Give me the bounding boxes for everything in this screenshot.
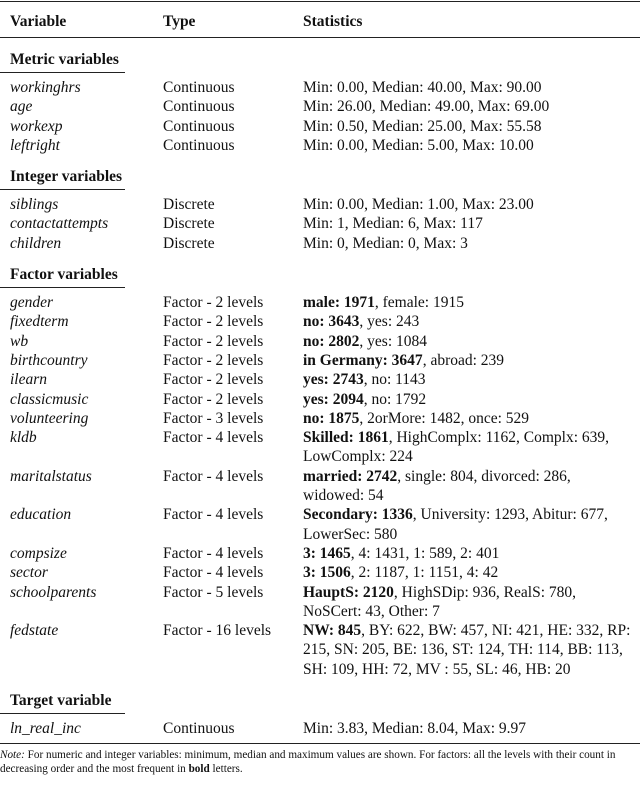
section-rule xyxy=(0,713,125,714)
variable-statistics xyxy=(303,312,633,331)
variable-type: Factor - 4 levels xyxy=(163,429,264,447)
variable-statistics xyxy=(303,409,633,428)
statistics-text: , no: 1792 xyxy=(363,390,427,408)
table-row xyxy=(0,563,640,582)
statistics-text: , single: 804, divorced: 286, widowed: 54 xyxy=(303,467,571,505)
variable-statistics xyxy=(303,234,633,253)
note-bold: bold xyxy=(188,763,210,776)
variable-statistics xyxy=(303,78,633,97)
variable-type: Factor - 4 levels xyxy=(163,564,264,582)
section-rule xyxy=(0,72,125,73)
variable-name: compsize xyxy=(10,544,67,562)
table-row xyxy=(0,583,640,622)
statistics-text: Min: 0.00, Median: 5.00, Max: 10.00 xyxy=(303,136,534,154)
table-row xyxy=(0,428,640,467)
statistics-text: , yes: 243 xyxy=(359,313,420,331)
section-title: Target variable xyxy=(10,692,112,710)
table-row xyxy=(0,214,640,233)
variable-type: Factor - 2 levels xyxy=(163,294,264,312)
variable-type: Factor - 4 levels xyxy=(163,467,264,485)
most-frequent-level: yes: 2743 xyxy=(303,371,364,389)
header-type: Type xyxy=(163,13,196,30)
table-row xyxy=(0,351,640,370)
statistics-text: , University: 1293, Abitur: 677, LowerSec: 580 xyxy=(303,506,608,543)
variable-type: Factor - 4 levels xyxy=(163,506,264,524)
table-row xyxy=(0,195,640,214)
variable-type: Factor - 2 levels xyxy=(163,390,264,408)
most-frequent-level: no: 2802 xyxy=(303,332,360,350)
table-row xyxy=(0,409,640,428)
variable-type: Factor - 4 levels xyxy=(163,544,264,562)
statistics-text: Min: 1, Median: 6, Max: 117 xyxy=(303,215,483,233)
variable-type: Continuous xyxy=(163,720,235,738)
top-rule xyxy=(0,1,640,2)
variable-type: Factor - 3 levels xyxy=(163,409,264,427)
variable-type: Continuous xyxy=(163,79,235,96)
variable-statistics xyxy=(303,428,633,467)
variable-statistics xyxy=(303,97,633,116)
statistics-text: , 4: 1431, 1: 589, 2: 401 xyxy=(350,544,500,562)
variable-name: gender xyxy=(10,294,54,312)
statistics-text: Min: 3.83, Median: 8.04, Max: 9.97 xyxy=(303,720,527,738)
statistics-text: , 2orMore: 1482, once: 529 xyxy=(359,409,530,427)
statistics-text: Min: 26.00, Median: 49.00, Max: 69.00 xyxy=(303,98,550,116)
table-row xyxy=(0,293,640,312)
variable-name: contactattempts xyxy=(10,215,109,233)
most-frequent-level: Skilled: 1861 xyxy=(303,429,389,447)
statistics-text: Min: 0.00, Median: 1.00, Max: 23.00 xyxy=(303,196,534,214)
variable-name: education xyxy=(10,506,72,524)
variable-type: Discrete xyxy=(163,234,215,252)
statistics-text: , yes: 1084 xyxy=(359,332,428,350)
table-row xyxy=(0,370,640,389)
table-header xyxy=(0,0,640,38)
statistics-text: , no: 1143 xyxy=(363,371,426,389)
variable-type: Factor - 2 levels xyxy=(163,332,264,350)
table-row xyxy=(0,332,640,351)
section-rule xyxy=(0,287,125,288)
variable-statistics xyxy=(303,332,633,351)
section-title: Factor variables xyxy=(10,266,118,284)
variable-type: Factor - 2 levels xyxy=(163,313,264,331)
most-frequent-level: no: 3643 xyxy=(303,313,360,331)
variable-name: kldb xyxy=(10,429,37,447)
variable-name: siblings xyxy=(10,196,59,214)
variable-name: fixedterm xyxy=(10,313,69,331)
most-frequent-level: male: 1971 xyxy=(303,294,375,312)
variable-statistics xyxy=(303,467,633,506)
statistics-text: Min: 0, Median: 0, Max: 3 xyxy=(303,234,468,252)
variable-statistics xyxy=(303,136,633,155)
most-frequent-level: no: 1875 xyxy=(303,409,360,427)
table-row xyxy=(0,234,640,253)
variable-statistics xyxy=(303,719,633,738)
table-note xyxy=(0,744,640,776)
statistics-text: , female: 1915 xyxy=(374,294,464,312)
variable-name: wb xyxy=(10,332,29,350)
most-frequent-level: married: 2742 xyxy=(303,467,398,485)
statistics-text: Min: 0.00, Median: 40.00, Max: 90.00 xyxy=(303,79,542,96)
statistics-text: , 2: 1187, 1: 1151, 4: 42 xyxy=(350,564,499,582)
variable-name: sector xyxy=(10,564,48,582)
most-frequent-level: yes: 2094 xyxy=(303,390,364,408)
most-frequent-level: Secondary: 1336 xyxy=(303,506,413,524)
table-row xyxy=(0,467,640,506)
variable-statistics xyxy=(303,351,633,370)
most-frequent-level: NW: 845 xyxy=(303,622,362,640)
variable-type: Discrete xyxy=(163,215,215,233)
variable-type: Factor - 16 levels xyxy=(163,622,272,640)
most-frequent-level: 3: 1506 xyxy=(303,564,351,582)
header-variable: Variable xyxy=(10,13,67,30)
variable-statistics xyxy=(303,583,633,622)
variable-name: volunteering xyxy=(10,409,89,427)
variable-name: birthcountry xyxy=(10,351,88,369)
variable-statistics xyxy=(303,195,633,214)
variable-name: ln_real_inc xyxy=(10,720,81,738)
variable-statistics xyxy=(303,117,633,136)
variable-type: Factor - 5 levels xyxy=(163,583,264,601)
table-row xyxy=(0,78,640,97)
statistics-text: , BY: 622, BW: 457, NI: 421, HE: 332, RP: 215, SN: 205, BE: 136, ST: 124, TH: 114, BB: 113, SH: 109, HH: 72, MV : 55, SL: 46, HB: 20 xyxy=(303,622,631,678)
variable-statistics xyxy=(303,505,633,544)
header-statistics: Statistics xyxy=(303,13,363,30)
variable-name: fedstate xyxy=(10,622,59,640)
table-row xyxy=(0,621,640,679)
variable-name: maritalstatus xyxy=(10,467,92,485)
variable-name: workexp xyxy=(10,117,63,135)
variable-statistics xyxy=(303,293,633,312)
most-frequent-level: 3: 1465 xyxy=(303,544,351,562)
variable-type: Continuous xyxy=(163,136,235,154)
table-row xyxy=(0,97,640,116)
variable-statistics xyxy=(303,390,633,409)
variable-type: Factor - 2 levels xyxy=(163,351,264,369)
variable-statistics xyxy=(303,563,633,582)
variable-type: Continuous xyxy=(163,117,235,135)
variable-statistics xyxy=(303,214,633,233)
variable-type: Discrete xyxy=(163,196,215,214)
statistics-text: , HighSDip: 936, RealS: 780, NoSCert: 43, Other: 7 xyxy=(303,583,577,620)
variable-name: workinghrs xyxy=(10,79,81,96)
note-text-end: letters. xyxy=(209,763,243,776)
variable-name: children xyxy=(10,234,62,252)
table-row xyxy=(0,312,640,331)
variable-name: schoolparents xyxy=(10,583,97,601)
section-title: Metric variables xyxy=(10,51,119,68)
statistics-text: , HighComplx: 1162, Complx: 639, LowComplx: 224 xyxy=(303,429,610,466)
variable-name: ilearn xyxy=(10,371,48,389)
note-text: For numeric and integer variables: minimum, median and maximum values are shown. For factors: all the levels with their count in decreasing order and the most frequent in xyxy=(0,749,616,776)
table-row xyxy=(0,117,640,136)
section-title: Integer variables xyxy=(10,168,123,186)
most-frequent-level: HauptS: 2120 xyxy=(303,583,394,601)
variable-type: Factor - 2 levels xyxy=(163,371,264,389)
variable-name: leftright xyxy=(10,136,60,154)
variable-statistics xyxy=(303,544,633,563)
table-row xyxy=(0,390,640,409)
table-row xyxy=(0,505,640,544)
section-rule xyxy=(0,189,125,190)
most-frequent-level: in Germany: 3647 xyxy=(303,351,423,369)
statistics-text: , abroad: 239 xyxy=(422,351,505,369)
variable-type: Continuous xyxy=(163,98,235,116)
variable-statistics xyxy=(303,621,633,679)
table-body xyxy=(0,38,640,738)
variable-statistics xyxy=(303,370,633,389)
table-row xyxy=(0,136,640,155)
variable-name: age xyxy=(10,98,33,116)
table-row xyxy=(0,719,640,738)
statistics-text: Min: 0.50, Median: 25.00, Max: 55.58 xyxy=(303,117,542,135)
table-row xyxy=(0,544,640,563)
variable-name: classicmusic xyxy=(10,390,89,408)
note-label: Note: xyxy=(0,749,25,762)
